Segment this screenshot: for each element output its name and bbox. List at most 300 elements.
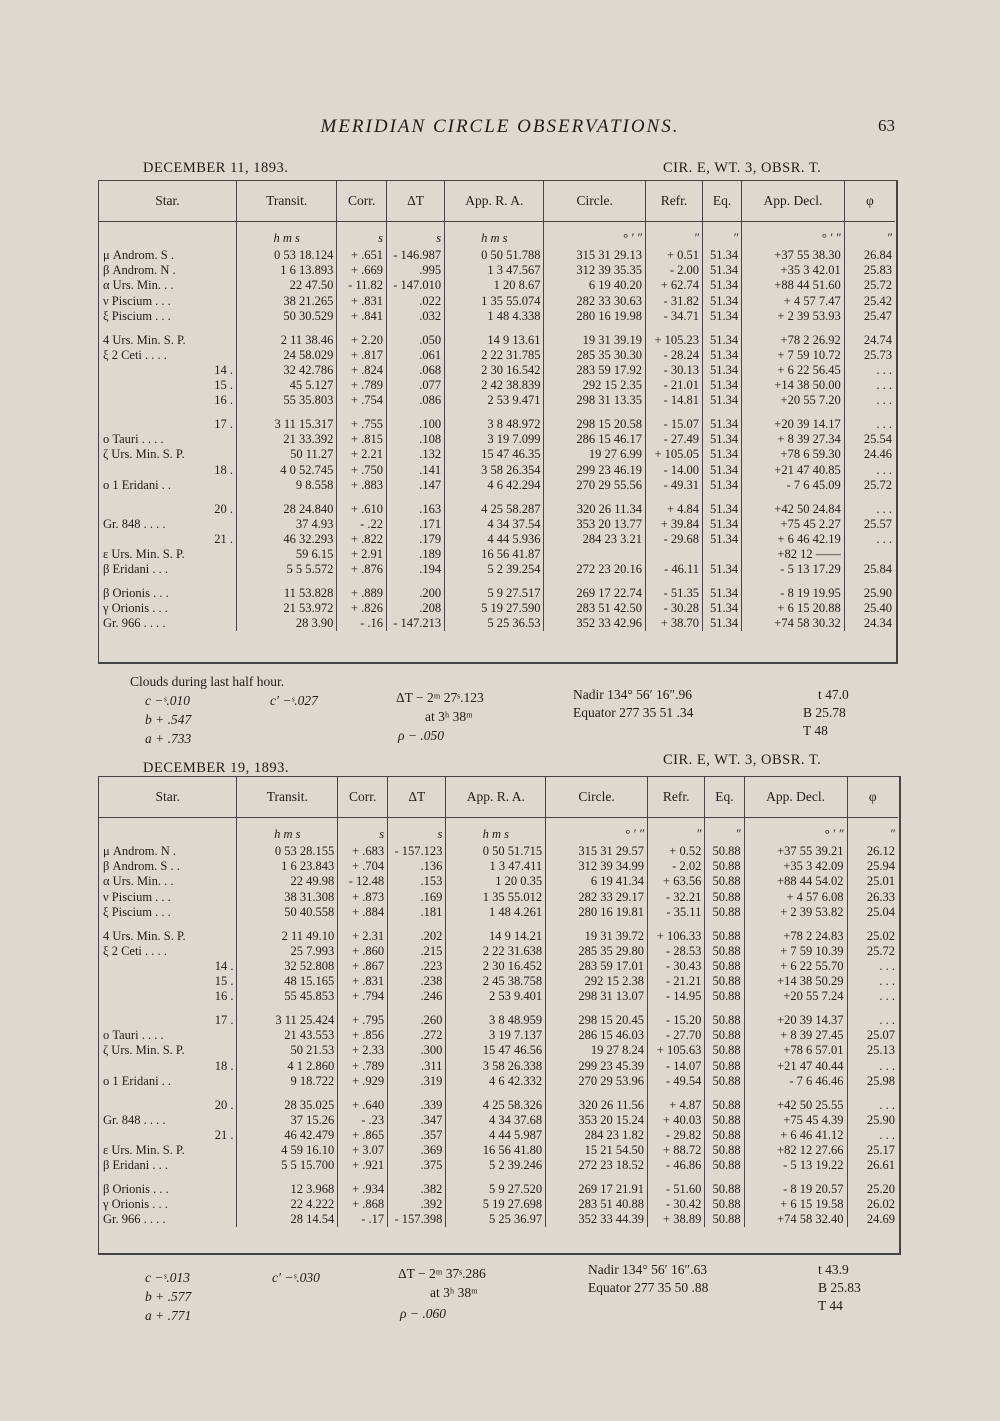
cell-transit: 21 53.972 xyxy=(236,601,336,616)
cell-star: β Orionis . . . xyxy=(103,1182,169,1197)
cell-delta-t: - 157.123 xyxy=(388,844,446,859)
section-1-date: DECEMBER 11, 1893. xyxy=(143,160,289,176)
cell-delta-t: .171 xyxy=(387,517,445,532)
cell-eq: 51.34 xyxy=(703,278,742,293)
cell-app-decl: + 4 57 7.47 xyxy=(742,293,845,308)
cell-app-decl: +20 39 14.17 xyxy=(742,417,845,432)
cell-app-decl: - 5 13 19.22 xyxy=(744,1158,847,1173)
table-row xyxy=(99,844,898,859)
cell-app-ra: 16 56 41.80 xyxy=(446,1143,546,1158)
cell-corr: + .794 xyxy=(338,989,388,1004)
cell-phi: 25.72 xyxy=(844,278,895,293)
cell-transit: 4 59 16.10 xyxy=(237,1143,338,1158)
cell-phi: . . . xyxy=(844,417,895,432)
cell-corr: + .876 xyxy=(337,562,387,577)
cell-eq: 50.88 xyxy=(705,874,744,889)
unit-phi: ″ xyxy=(847,818,898,845)
gap-cell xyxy=(844,492,895,501)
constant-a: a + .771 xyxy=(145,1308,192,1323)
cell-corr: - .16 xyxy=(337,616,387,631)
cell-delta-t: .357 xyxy=(388,1128,446,1143)
cell-star: 20 . xyxy=(214,1097,234,1112)
cell-app-decl: +35 3 42.01 xyxy=(742,263,845,278)
cell-corr: - .17 xyxy=(338,1212,388,1227)
cell-app-decl: +75 45 4.39 xyxy=(744,1113,847,1128)
gap-cell xyxy=(387,577,445,586)
gap-cell xyxy=(445,492,544,501)
table-row xyxy=(99,1158,898,1173)
table-row xyxy=(99,959,898,974)
table-row xyxy=(99,1028,898,1043)
cell-refr: + 63.56 xyxy=(648,874,705,889)
cell-star: 15 . xyxy=(214,974,234,989)
cell-app-ra: 3 8 48.972 xyxy=(445,417,544,432)
cell-circle: 270 29 53.96 xyxy=(546,1073,648,1088)
cell-refr: - 27.70 xyxy=(648,1028,705,1043)
cell-refr: - 15.20 xyxy=(648,1013,705,1028)
gap-cell xyxy=(648,1088,705,1097)
rho: ρ − .050 xyxy=(398,728,444,743)
section-1-cir: CIR. E, WT. 3, OBSR. T. xyxy=(663,160,822,176)
gap-cell xyxy=(742,492,845,501)
column-header-circle: Circle. xyxy=(544,181,645,222)
cell-phi: 25.02 xyxy=(847,928,898,943)
cell-phi: . . . xyxy=(847,1128,898,1143)
cell-circle: 285 35 30.30 xyxy=(544,348,645,363)
cell-delta-t: .995 xyxy=(387,263,445,278)
table-row xyxy=(99,562,895,577)
cell-app-ra: 14 9 14.21 xyxy=(446,928,546,943)
group-gap xyxy=(99,1173,898,1182)
gap-cell xyxy=(742,408,845,417)
delta-t-epoch: at 3ʰ 38ᵐ xyxy=(425,709,473,724)
cell-delta-t: .077 xyxy=(387,378,445,393)
cell-transit: 38 21.265 xyxy=(236,293,336,308)
cell-delta-t: .136 xyxy=(388,859,446,874)
cell-refr: - 35.11 xyxy=(648,904,705,919)
cell-corr: + .841 xyxy=(337,308,387,323)
cell-transit: 22 4.222 xyxy=(237,1197,338,1212)
cell-star: 14 . xyxy=(214,362,233,377)
gap-cell xyxy=(645,323,702,332)
cell-phi: . . . xyxy=(847,1013,898,1028)
cell-circle: 298 31 13.07 xyxy=(546,989,648,1004)
gap-cell xyxy=(703,408,742,417)
group-gap xyxy=(99,1088,898,1097)
cell-circle: 283 51 42.50 xyxy=(544,601,645,616)
nadir: Nadir 134° 56′ 16″.96 xyxy=(573,687,692,702)
gap-cell xyxy=(236,577,336,586)
gap-cell xyxy=(742,323,845,332)
cell-app-ra: 4 44 5.987 xyxy=(446,1128,546,1143)
cell-transit: 28 24.840 xyxy=(236,501,336,516)
cell-corr: + .789 xyxy=(338,1058,388,1073)
gap-cell xyxy=(445,577,544,586)
cell-delta-t: .319 xyxy=(388,1073,446,1088)
cell-eq: 50.88 xyxy=(705,1143,744,1158)
gap-cell xyxy=(445,323,544,332)
cell-eq: 51.34 xyxy=(703,586,742,601)
cell-app-ra: 0 50 51.715 xyxy=(446,844,546,859)
cell-phi: 24.74 xyxy=(844,332,895,347)
table-row xyxy=(99,332,895,347)
cell-star: 18 . xyxy=(214,462,233,477)
cell-circle: 299 23 46.19 xyxy=(544,462,645,477)
cell-eq: 51.34 xyxy=(703,363,742,378)
cell-app-decl: +78 2 26.92 xyxy=(742,332,845,347)
gap-cell xyxy=(388,1088,446,1097)
gap-cell xyxy=(844,408,895,417)
unit-app-ra: h m s xyxy=(446,818,546,845)
cell-phi: 25.72 xyxy=(844,477,895,492)
cell-eq: 50.88 xyxy=(705,974,744,989)
cell-delta-t: .189 xyxy=(387,547,445,562)
unit-delta-t: s xyxy=(387,222,445,249)
cell-delta-t: .181 xyxy=(388,904,446,919)
column-header-transit: Transit. xyxy=(237,777,338,818)
gap-cell xyxy=(546,1088,648,1097)
table-row xyxy=(99,928,898,943)
column-header-delta-t: ΔT xyxy=(388,777,446,818)
table-row xyxy=(99,447,895,462)
table-row xyxy=(99,989,898,1004)
cell-circle: 292 15 2.38 xyxy=(546,974,648,989)
cell-star: ξ 2 Ceti . . . . xyxy=(103,943,167,958)
cell-corr: + .822 xyxy=(337,532,387,547)
constant-a: a + .733 xyxy=(145,731,192,746)
cell-app-decl: +75 45 2.27 xyxy=(742,517,845,532)
cell-refr: - 14.07 xyxy=(648,1058,705,1073)
cell-transit: 38 31.308 xyxy=(237,889,338,904)
cell-phi: 25.90 xyxy=(847,1113,898,1128)
cell-phi: 25.57 xyxy=(844,517,895,532)
cell-app-decl: +78 2 24.83 xyxy=(744,928,847,943)
cell-corr: + 2.31 xyxy=(338,928,388,943)
temp-T: T 44 xyxy=(818,1298,843,1313)
cell-transit: 9 18.722 xyxy=(237,1073,338,1088)
cell-transit: 3 11 25.424 xyxy=(237,1013,338,1028)
cell-star: α Urs. Min. . . xyxy=(103,874,174,889)
cell-circle: 19 31 39.72 xyxy=(546,928,648,943)
cell-star: ζ Urs. Min. S. P. xyxy=(103,1043,185,1058)
cell-circle: 292 15 2.35 xyxy=(544,378,645,393)
table-row xyxy=(99,1058,898,1073)
unit-phi: ″ xyxy=(844,222,895,249)
cell-circle: 353 20 13.77 xyxy=(544,517,645,532)
table-row xyxy=(99,501,895,516)
cell-circle: 352 33 44.39 xyxy=(546,1212,648,1227)
cell-star: 21 . xyxy=(214,1127,234,1142)
constant-c: c −ˢ.013 xyxy=(145,1270,190,1285)
cell-app-ra: 5 19 27.698 xyxy=(446,1197,546,1212)
cell-eq: 51.34 xyxy=(703,248,742,263)
header-row xyxy=(99,181,895,222)
cell-circle: 320 26 11.34 xyxy=(544,501,645,516)
cell-delta-t: .215 xyxy=(388,944,446,959)
cell-transit: 21 43.553 xyxy=(237,1028,338,1043)
cell-app-ra: 2 42 38.839 xyxy=(445,378,544,393)
cell-eq: 51.34 xyxy=(703,447,742,462)
cell-phi: 25.20 xyxy=(847,1182,898,1197)
cell-app-decl: +21 47 40.44 xyxy=(744,1058,847,1073)
table-row xyxy=(99,1128,898,1143)
cell-phi: 25.73 xyxy=(844,348,895,363)
cell-eq: 50.88 xyxy=(705,904,744,919)
unit-app-decl: ° ′ ″ xyxy=(744,818,847,845)
cell-circle: 269 17 21.91 xyxy=(546,1182,648,1197)
cell-transit: 37 15.26 xyxy=(237,1113,338,1128)
table-row xyxy=(99,874,898,889)
cell-corr: + .815 xyxy=(337,432,387,447)
table-row xyxy=(99,1212,898,1227)
cell-transit: 1 6 23.843 xyxy=(237,859,338,874)
cell-phi: . . . xyxy=(844,501,895,516)
cell-refr xyxy=(645,547,702,562)
cell-transit: 32 42.786 xyxy=(236,363,336,378)
unit-delta-t: s xyxy=(388,818,446,845)
cell-corr: + 2.21 xyxy=(337,447,387,462)
gap-cell xyxy=(338,1004,388,1013)
cell-eq: 51.34 xyxy=(703,462,742,477)
cell-circle: 19 27 6.99 xyxy=(544,447,645,462)
cell-app-ra: 4 6 42.294 xyxy=(445,477,544,492)
barometer-b: B 25.83 xyxy=(818,1280,861,1295)
cell-delta-t: .311 xyxy=(388,1058,446,1073)
cell-transit: 28 35.025 xyxy=(237,1097,338,1112)
cell-app-ra: 4 25 58.326 xyxy=(446,1097,546,1112)
cell-refr: + 4.84 xyxy=(645,501,702,516)
cell-refr: - 14.00 xyxy=(645,462,702,477)
cell-transit: 2 11 38.46 xyxy=(236,332,336,347)
table-row xyxy=(99,293,895,308)
cell-delta-t: .260 xyxy=(388,1013,446,1028)
cell-eq: 51.34 xyxy=(703,378,742,393)
cell-app-ra: 3 8 48.959 xyxy=(446,1013,546,1028)
cell-app-ra: 14 9 13.61 xyxy=(445,332,544,347)
cell-circle: 298 15 20.58 xyxy=(544,417,645,432)
cell-app-decl: + 6 22 55.70 xyxy=(744,959,847,974)
gap-cell xyxy=(337,323,387,332)
column-header-refr: Refr. xyxy=(645,181,702,222)
gap-cell xyxy=(705,1088,744,1097)
column-header-circle: Circle. xyxy=(546,777,648,818)
cell-app-ra: 2 30 16.452 xyxy=(446,959,546,974)
cell-delta-t: .050 xyxy=(387,332,445,347)
cell-app-ra: 1 48 4.338 xyxy=(445,308,544,323)
cell-app-ra: 5 25 36.53 xyxy=(445,616,544,631)
cell-delta-t: .200 xyxy=(387,586,445,601)
cell-phi: 26.02 xyxy=(847,1197,898,1212)
cell-phi: 25.13 xyxy=(847,1043,898,1058)
table-row xyxy=(99,616,895,631)
cell-transit: 46 42.479 xyxy=(237,1128,338,1143)
table-row xyxy=(99,1143,898,1158)
cell-circle: 352 33 42.96 xyxy=(544,616,645,631)
cell-refr: + 105.05 xyxy=(645,447,702,462)
gap-cell xyxy=(388,1173,446,1182)
gap-cell xyxy=(388,919,446,928)
cell-transit: 5 5 5.572 xyxy=(236,562,336,577)
table-row xyxy=(99,1097,898,1112)
cell-corr: + .921 xyxy=(338,1158,388,1173)
cell-app-decl: +37 55 39.21 xyxy=(744,844,847,859)
cell-corr: + 2.91 xyxy=(337,547,387,562)
section-2-date: DECEMBER 19, 1893. xyxy=(143,760,289,776)
cell-app-decl: - 7 6 45.09 xyxy=(742,477,845,492)
cell-refr: + 38.70 xyxy=(645,616,702,631)
cell-star: 4 Urs. Min. S. P. xyxy=(103,332,186,347)
cell-refr: + 40.03 xyxy=(648,1113,705,1128)
cell-eq: 50.88 xyxy=(705,989,744,1004)
cell-eq: 51.34 xyxy=(703,308,742,323)
gap-cell xyxy=(847,1004,898,1013)
cell-star: ε Urs. Min. S. P. xyxy=(103,546,185,561)
cell-circle: 282 33 30.63 xyxy=(544,293,645,308)
table-row xyxy=(99,462,895,477)
cell-eq: 51.34 xyxy=(703,432,742,447)
cell-delta-t: .339 xyxy=(388,1097,446,1112)
table-row xyxy=(99,378,895,393)
table-row xyxy=(99,904,898,919)
column-header-eq: Eq. xyxy=(705,777,744,818)
cell-app-decl: +78 6 59.30 xyxy=(742,447,845,462)
cell-eq: 50.88 xyxy=(705,1043,744,1058)
table-row xyxy=(99,1013,898,1028)
delta-t: ΔT − 2ᵐ 37ˢ.286 xyxy=(398,1266,486,1281)
cell-phi: 24.34 xyxy=(844,616,895,631)
cell-star: ν Piscium . . . xyxy=(103,889,171,904)
cell-delta-t: .032 xyxy=(387,308,445,323)
cell-corr: + .683 xyxy=(338,844,388,859)
gap-cell xyxy=(648,919,705,928)
page-number: 63 xyxy=(878,116,895,135)
cell-corr: + .704 xyxy=(338,859,388,874)
cell-transit: 22 47.50 xyxy=(236,278,336,293)
gap-cell xyxy=(546,1004,648,1013)
cell-app-decl: +37 55 38.30 xyxy=(742,248,845,263)
cell-refr: - 51.60 xyxy=(648,1182,705,1197)
cell-transit: 4 0 52.745 xyxy=(236,462,336,477)
gap-cell xyxy=(236,323,336,332)
cell-eq xyxy=(703,547,742,562)
unit-refr: ″ xyxy=(645,222,702,249)
cell-app-decl: +35 3 42.09 xyxy=(744,859,847,874)
cell-star: ξ 2 Ceti . . . . xyxy=(103,347,167,362)
cell-app-decl: +78 6 57.01 xyxy=(744,1043,847,1058)
unit-star xyxy=(99,222,236,249)
constant-b: b + .547 xyxy=(145,712,192,727)
table-row xyxy=(99,432,895,447)
cell-circle: 286 15 46.17 xyxy=(544,432,645,447)
cell-phi: . . . xyxy=(847,1097,898,1112)
gap-cell xyxy=(847,1088,898,1097)
cell-corr: + 2.33 xyxy=(338,1043,388,1058)
gap-cell xyxy=(337,577,387,586)
cell-app-ra: 2 45 38.758 xyxy=(446,974,546,989)
cell-app-ra: 5 19 27.590 xyxy=(445,601,544,616)
cell-corr: + .817 xyxy=(337,348,387,363)
section-2-table xyxy=(99,777,898,1227)
cell-phi: 26.33 xyxy=(847,889,898,904)
unit-eq: ″ xyxy=(705,818,744,845)
cell-corr: + .754 xyxy=(337,393,387,408)
cell-circle: 19 31 39.19 xyxy=(544,332,645,347)
cell-delta-t: .300 xyxy=(388,1043,446,1058)
cell-app-decl: + 8 39 27.34 xyxy=(742,432,845,447)
cell-transit: 28 14.54 xyxy=(237,1212,338,1227)
cell-phi: 25.01 xyxy=(847,874,898,889)
gap-cell xyxy=(847,1173,898,1182)
cell-delta-t: .141 xyxy=(387,462,445,477)
column-header-eq: Eq. xyxy=(703,181,742,222)
cell-refr: - 14.95 xyxy=(648,989,705,1004)
cell-app-ra: 1 35 55.012 xyxy=(446,889,546,904)
cell-delta-t: .202 xyxy=(388,928,446,943)
unit-app-ra: h m s xyxy=(445,222,544,249)
unit-corr: s xyxy=(337,222,387,249)
cell-circle: 285 35 29.80 xyxy=(546,944,648,959)
gap-cell xyxy=(446,1088,546,1097)
cell-app-ra: 0 50 51.788 xyxy=(445,248,544,263)
gap-cell xyxy=(99,1088,237,1097)
cell-app-decl: +82 12 27.66 xyxy=(744,1143,847,1158)
constant-b: b + .577 xyxy=(145,1289,192,1304)
cell-corr: + 2.20 xyxy=(337,332,387,347)
cell-star: ε Urs. Min. S. P. xyxy=(103,1142,185,1157)
cell-delta-t: .163 xyxy=(387,501,445,516)
cell-refr: - 15.07 xyxy=(645,417,702,432)
cell-delta-t: .347 xyxy=(388,1113,446,1128)
cell-circle: 272 23 18.52 xyxy=(546,1158,648,1173)
cell-transit: 48 15.165 xyxy=(237,974,338,989)
cell-app-decl: +14 38 50.00 xyxy=(742,378,845,393)
cell-corr: + .640 xyxy=(338,1097,388,1112)
cell-delta-t: .392 xyxy=(388,1197,446,1212)
cell-delta-t: .022 xyxy=(387,293,445,308)
cell-app-ra: 4 34 37.54 xyxy=(445,517,544,532)
column-header-delta-t: ΔT xyxy=(387,181,445,222)
cell-star: α Urs. Min. . . xyxy=(103,278,174,293)
cell-phi: 24.69 xyxy=(847,1212,898,1227)
cell-eq: 50.88 xyxy=(705,1128,744,1143)
column-header-star: Star. xyxy=(99,181,236,222)
cell-phi: . . . xyxy=(847,989,898,1004)
gap-cell xyxy=(744,919,847,928)
cell-refr: - 30.42 xyxy=(648,1197,705,1212)
cell-refr: - 31.82 xyxy=(645,293,702,308)
cell-eq: 50.88 xyxy=(705,1097,744,1112)
cell-corr: - 12.48 xyxy=(338,874,388,889)
cell-transit: 25 7.993 xyxy=(237,944,338,959)
table-row xyxy=(99,532,895,547)
constant-c-prime: c′ −ˢ.030 xyxy=(272,1270,320,1285)
cell-transit: 50 21.53 xyxy=(237,1043,338,1058)
column-header-transit: Transit. xyxy=(236,181,336,222)
cell-circle: 315 31 29.13 xyxy=(544,248,645,263)
cell-transit: 5 5 15.700 xyxy=(237,1158,338,1173)
cell-eq: 51.34 xyxy=(703,393,742,408)
cell-corr: + .884 xyxy=(338,904,388,919)
cell-circle: 283 51 40.88 xyxy=(546,1197,648,1212)
gap-cell xyxy=(99,492,236,501)
cell-star: β Eridani . . . xyxy=(103,1158,169,1173)
cell-star: ο Tauri . . . . xyxy=(103,432,164,447)
cell-corr: + .750 xyxy=(337,462,387,477)
cell-phi: 25.04 xyxy=(847,904,898,919)
cell-phi xyxy=(844,547,895,562)
nadir: Nadir 134° 56′ 16″.63 xyxy=(588,1262,707,1277)
cell-star: ο 1 Eridani . . xyxy=(103,477,172,492)
